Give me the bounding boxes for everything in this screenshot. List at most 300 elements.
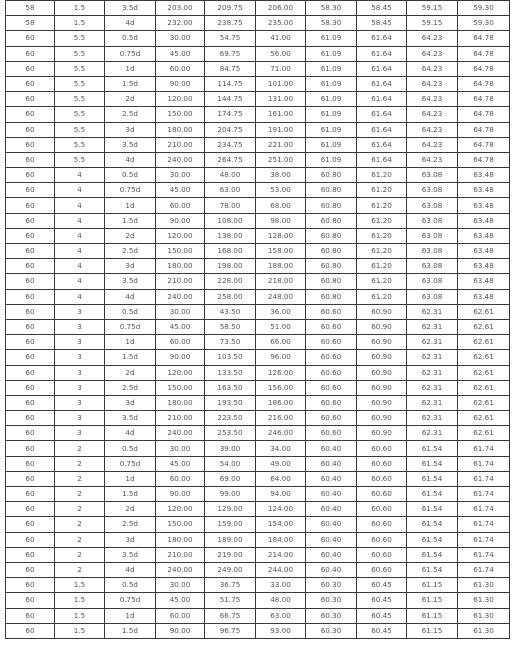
table-cell: 60.60 <box>306 350 357 365</box>
table-cell: 60.00 <box>156 335 205 350</box>
table-row <box>6 456 510 471</box>
table-cell: 1.5d <box>105 487 156 502</box>
table-cell: 90.00 <box>156 213 205 228</box>
table-row <box>6 395 510 410</box>
table-cell: 5.5 <box>55 152 105 167</box>
table-cell: 150.00 <box>156 244 205 259</box>
table-cell: 180.00 <box>156 532 205 547</box>
table-cell: 62.61 <box>458 380 510 395</box>
table-row <box>6 152 510 167</box>
table-cell: 62.61 <box>458 304 510 319</box>
table-row <box>6 31 510 46</box>
table-cell: 60.60 <box>357 456 407 471</box>
table-row <box>6 411 510 426</box>
table-cell: 60.90 <box>357 319 407 334</box>
table-cell: 64.23 <box>407 122 458 137</box>
table-cell: 61.54 <box>407 471 458 486</box>
table-cell: 99.00 <box>205 487 256 502</box>
table-cell: 60 <box>6 562 55 577</box>
table-cell: 120.00 <box>156 228 205 243</box>
table-cell: 61.64 <box>357 152 407 167</box>
table-cell: 198.00 <box>205 259 256 274</box>
table-cell: 3 <box>55 426 105 441</box>
table-cell: 3d <box>105 122 156 137</box>
table-cell: 30.00 <box>156 441 205 456</box>
table-cell: 54.75 <box>205 31 256 46</box>
table-cell: 61.54 <box>407 502 458 517</box>
table-cell: 210.00 <box>156 411 205 426</box>
table-cell: 61.20 <box>357 244 407 259</box>
table-cell: 48.00 <box>205 168 256 183</box>
table-cell: 63.00 <box>256 608 306 623</box>
table-cell: 66.00 <box>256 335 306 350</box>
table-cell: 2.5d <box>105 517 156 532</box>
table-cell: 61.15 <box>407 578 458 593</box>
table-cell: 60.40 <box>306 532 357 547</box>
table-cell: 90.00 <box>156 76 205 91</box>
table-row <box>6 92 510 107</box>
table-cell: 63.08 <box>407 244 458 259</box>
table-cell: 1d <box>105 198 156 213</box>
table-cell: 36.00 <box>256 304 306 319</box>
table-cell: 210.00 <box>156 137 205 152</box>
table-cell: 0.5d <box>105 31 156 46</box>
table-row <box>6 46 510 61</box>
table-cell: 61.20 <box>357 213 407 228</box>
table-cell: 62.61 <box>458 350 510 365</box>
table-cell: 61.74 <box>458 532 510 547</box>
table-row <box>6 426 510 441</box>
table-cell: 58.45 <box>357 16 407 31</box>
table-cell: 59.30 <box>458 1 510 16</box>
table-cell: 210.00 <box>156 274 205 289</box>
table-cell: 60.00 <box>156 61 205 76</box>
table-cell: 240.00 <box>156 152 205 167</box>
table-cell: 3d <box>105 532 156 547</box>
table-row <box>6 61 510 76</box>
table-cell: 2 <box>55 532 105 547</box>
table-cell: 133.50 <box>205 365 256 380</box>
table-cell: 258.00 <box>205 289 256 304</box>
table-cell: 60 <box>6 365 55 380</box>
table-cell: 120.00 <box>156 365 205 380</box>
table-cell: 60 <box>6 304 55 319</box>
table-cell: 114.75 <box>205 76 256 91</box>
table-cell: 219.00 <box>205 547 256 562</box>
table-cell: 51.00 <box>256 319 306 334</box>
table-cell: 60 <box>6 441 55 456</box>
table-row <box>6 274 510 289</box>
table-cell: 5.5 <box>55 122 105 137</box>
table-cell: 251.00 <box>256 152 306 167</box>
table-cell: 63.08 <box>407 228 458 243</box>
table-cell: 64.78 <box>458 61 510 76</box>
table-cell: 62.61 <box>458 365 510 380</box>
table-cell: 61.20 <box>357 228 407 243</box>
table-cell: 3.5d <box>105 137 156 152</box>
table-cell: 63.48 <box>458 244 510 259</box>
table-cell: 249.00 <box>205 562 256 577</box>
table-row <box>6 198 510 213</box>
table-cell: 60 <box>6 532 55 547</box>
table-row <box>6 183 510 198</box>
table-cell: 63.48 <box>458 274 510 289</box>
table-row <box>6 471 510 486</box>
table-cell: 60.60 <box>357 441 407 456</box>
table-cell: 69.00 <box>205 471 256 486</box>
table-cell: 61.64 <box>357 122 407 137</box>
table-cell: 63.08 <box>407 289 458 304</box>
table-cell: 193.50 <box>205 395 256 410</box>
table-cell: 61.74 <box>458 502 510 517</box>
table-cell: 3.5d <box>105 274 156 289</box>
table-cell: 150.00 <box>156 517 205 532</box>
table-cell: 203.00 <box>156 1 205 16</box>
table-cell: 62.31 <box>407 426 458 441</box>
table-cell: 60.30 <box>306 593 357 608</box>
table-cell: 240.00 <box>156 426 205 441</box>
table-cell: 64.23 <box>407 107 458 122</box>
table-cell: 1.5 <box>55 1 105 16</box>
table-cell: 60.60 <box>306 335 357 350</box>
table-cell: 60.90 <box>357 395 407 410</box>
table-cell: 2 <box>55 456 105 471</box>
table-cell: 60.60 <box>306 319 357 334</box>
table-cell: 1.5 <box>55 608 105 623</box>
table-cell: 2.5d <box>105 244 156 259</box>
table-cell: 62.61 <box>458 335 510 350</box>
table-cell: 61.09 <box>306 46 357 61</box>
table-cell: 180.00 <box>156 395 205 410</box>
table-cell: 58.50 <box>205 319 256 334</box>
table-cell: 0.5d <box>105 578 156 593</box>
table-cell: 64.78 <box>458 107 510 122</box>
table-cell: 61.74 <box>458 456 510 471</box>
table-cell: 4 <box>55 198 105 213</box>
table-cell: 2.5d <box>105 107 156 122</box>
table-cell: 61.15 <box>407 593 458 608</box>
table-cell: 78.00 <box>205 198 256 213</box>
table-cell: 60 <box>6 471 55 486</box>
table-cell: 64.23 <box>407 61 458 76</box>
table-cell: 71.00 <box>256 61 306 76</box>
table-cell: 60.40 <box>306 547 357 562</box>
table-cell: 174.75 <box>205 107 256 122</box>
table-cell: 63.48 <box>458 228 510 243</box>
table-cell: 38.00 <box>256 168 306 183</box>
table-cell: 238.75 <box>205 16 256 31</box>
table-cell: 5.5 <box>55 137 105 152</box>
table-cell: 235.00 <box>256 16 306 31</box>
table-row <box>6 137 510 152</box>
table-cell: 240.00 <box>156 289 205 304</box>
table-cell: 60.45 <box>357 608 407 623</box>
table-cell: 4 <box>55 244 105 259</box>
table-cell: 98.00 <box>256 213 306 228</box>
table-cell: 61.64 <box>357 92 407 107</box>
table-cell: 0.5d <box>105 168 156 183</box>
table-cell: 3.5d <box>105 1 156 16</box>
table-cell: 96.00 <box>256 350 306 365</box>
table-cell: 62.31 <box>407 350 458 365</box>
table-cell: 61.54 <box>407 487 458 502</box>
table-cell: 159.00 <box>205 517 256 532</box>
table-cell: 246.00 <box>256 426 306 441</box>
table-cell: 45.00 <box>156 593 205 608</box>
table-cell: 60.60 <box>306 304 357 319</box>
table-row <box>6 593 510 608</box>
table-cell: 60.60 <box>306 380 357 395</box>
table-cell: 184.00 <box>256 532 306 547</box>
table-cell: 60.60 <box>357 547 407 562</box>
table-cell: 218.00 <box>256 274 306 289</box>
table-cell: 61.09 <box>306 76 357 91</box>
table-cell: 1d <box>105 608 156 623</box>
table-cell: 60.40 <box>306 441 357 456</box>
table-cell: 61.54 <box>407 562 458 577</box>
table-cell: 1.5 <box>55 593 105 608</box>
table-cell: 138.00 <box>205 228 256 243</box>
table-cell: 228.00 <box>205 274 256 289</box>
table-cell: 63.00 <box>205 183 256 198</box>
table-cell: 60.00 <box>156 198 205 213</box>
table-row <box>6 289 510 304</box>
table-cell: 60.30 <box>306 578 357 593</box>
table-cell: 61.54 <box>407 547 458 562</box>
table-cell: 150.00 <box>156 107 205 122</box>
table-cell: 45.00 <box>156 183 205 198</box>
table-cell: 60 <box>6 183 55 198</box>
table-row <box>6 502 510 517</box>
table-cell: 58.45 <box>357 1 407 16</box>
table-cell: 163.50 <box>205 380 256 395</box>
table-cell: 128.00 <box>256 228 306 243</box>
table-row <box>6 1 510 16</box>
table-row <box>6 168 510 183</box>
table-cell: 41.00 <box>256 31 306 46</box>
table-cell: 60.80 <box>306 198 357 213</box>
table-cell: 60.45 <box>357 593 407 608</box>
table-cell: 63.48 <box>458 183 510 198</box>
table-cell: 60 <box>6 213 55 228</box>
table-cell: 59.30 <box>458 16 510 31</box>
table-cell: 62.31 <box>407 380 458 395</box>
data-table-container <box>5 0 509 639</box>
table-cell: 5.5 <box>55 31 105 46</box>
table-cell: 60 <box>6 259 55 274</box>
table-cell: 68.00 <box>256 198 306 213</box>
table-cell: 61.09 <box>306 61 357 76</box>
table-cell: 3 <box>55 350 105 365</box>
table-cell: 180.00 <box>156 122 205 137</box>
table-cell: 4d <box>105 426 156 441</box>
table-cell: 1.5 <box>55 623 105 638</box>
table-cell: 3d <box>105 395 156 410</box>
table-cell: 0.5d <box>105 441 156 456</box>
table-cell: 96.75 <box>205 623 256 638</box>
table-cell: 30.00 <box>156 31 205 46</box>
table-cell: 58 <box>6 1 55 16</box>
table-cell: 240.00 <box>156 562 205 577</box>
table-cell: 64.78 <box>458 46 510 61</box>
table-cell: 64.23 <box>407 152 458 167</box>
table-cell: 206.00 <box>256 1 306 16</box>
table-row <box>6 319 510 334</box>
table-cell: 4 <box>55 274 105 289</box>
table-cell: 60.90 <box>357 426 407 441</box>
table-cell: 62.31 <box>407 365 458 380</box>
table-cell: 61.74 <box>458 562 510 577</box>
table-cell: 2d <box>105 92 156 107</box>
table-cell: 93.00 <box>256 623 306 638</box>
table-cell: 5.5 <box>55 92 105 107</box>
table-cell: 234.75 <box>205 137 256 152</box>
table-cell: 216.00 <box>256 411 306 426</box>
table-cell: 58.30 <box>306 16 357 31</box>
table-cell: 244.00 <box>256 562 306 577</box>
table-cell: 1.5d <box>105 350 156 365</box>
table-cell: 61.64 <box>357 76 407 91</box>
table-row <box>6 228 510 243</box>
table-cell: 61.64 <box>357 46 407 61</box>
table-cell: 60.40 <box>306 456 357 471</box>
table-cell: 1d <box>105 61 156 76</box>
table-cell: 73.50 <box>205 335 256 350</box>
table-cell: 60.40 <box>306 502 357 517</box>
table-cell: 60.80 <box>306 244 357 259</box>
table-row <box>6 76 510 91</box>
table-cell: 60 <box>6 107 55 122</box>
table-cell: 63.08 <box>407 198 458 213</box>
table-cell: 33.00 <box>256 578 306 593</box>
table-cell: 5.5 <box>55 61 105 76</box>
table-cell: 60 <box>6 92 55 107</box>
table-cell: 61.64 <box>357 137 407 152</box>
table-cell: 69.75 <box>205 46 256 61</box>
table-row <box>6 578 510 593</box>
table-cell: 61.09 <box>306 152 357 167</box>
table-cell: 3 <box>55 365 105 380</box>
table-cell: 62.31 <box>407 304 458 319</box>
table-cell: 94.00 <box>256 487 306 502</box>
table-cell: 60 <box>6 168 55 183</box>
table-cell: 3d <box>105 259 156 274</box>
table-cell: 60 <box>6 487 55 502</box>
table-cell: 64.78 <box>458 122 510 137</box>
table-cell: 60 <box>6 578 55 593</box>
table-cell: 161.00 <box>256 107 306 122</box>
table-cell: 59.15 <box>407 1 458 16</box>
table-cell: 64.00 <box>256 471 306 486</box>
table-cell: 64.78 <box>458 31 510 46</box>
table-cell: 4d <box>105 152 156 167</box>
table-cell: 248.00 <box>256 289 306 304</box>
table-cell: 3 <box>55 395 105 410</box>
table-cell: 0.75d <box>105 46 156 61</box>
table-cell: 36.75 <box>205 578 256 593</box>
table-cell: 61.64 <box>357 31 407 46</box>
table-cell: 1.5d <box>105 76 156 91</box>
table-cell: 2d <box>105 228 156 243</box>
table-cell: 60.90 <box>357 380 407 395</box>
table-row <box>6 380 510 395</box>
table-cell: 60.90 <box>357 304 407 319</box>
table-cell: 61.74 <box>458 471 510 486</box>
table-cell: 61.09 <box>306 137 357 152</box>
table-row <box>6 213 510 228</box>
table-cell: 45.00 <box>156 46 205 61</box>
table-cell: 61.20 <box>357 289 407 304</box>
table-cell: 4 <box>55 259 105 274</box>
table-cell: 61.09 <box>306 107 357 122</box>
table-cell: 180.00 <box>156 259 205 274</box>
table-cell: 60.80 <box>306 274 357 289</box>
table-cell: 56.00 <box>256 46 306 61</box>
table-cell: 60.00 <box>156 608 205 623</box>
table-cell: 189.00 <box>205 532 256 547</box>
table-cell: 61.30 <box>458 593 510 608</box>
table-cell: 45.00 <box>156 456 205 471</box>
table-cell: 0.75d <box>105 319 156 334</box>
table-cell: 60 <box>6 152 55 167</box>
table-cell: 61.15 <box>407 608 458 623</box>
table-cell: 144.75 <box>205 92 256 107</box>
table-cell: 39.00 <box>205 441 256 456</box>
table-cell: 232.00 <box>156 16 205 31</box>
table-cell: 62.61 <box>458 319 510 334</box>
table-cell: 4 <box>55 289 105 304</box>
table-cell: 3.5d <box>105 547 156 562</box>
table-row <box>6 304 510 319</box>
table-cell: 61.74 <box>458 547 510 562</box>
table-cell: 30.00 <box>156 304 205 319</box>
table-cell: 48.00 <box>256 593 306 608</box>
table-cell: 2d <box>105 365 156 380</box>
table-cell: 61.54 <box>407 517 458 532</box>
table-cell: 63.08 <box>407 183 458 198</box>
table-cell: 58 <box>6 16 55 31</box>
table-cell: 63.48 <box>458 259 510 274</box>
table-cell: 64.23 <box>407 137 458 152</box>
table-cell: 4 <box>55 183 105 198</box>
table-cell: 60 <box>6 547 55 562</box>
table-row <box>6 623 510 638</box>
table-cell: 186.00 <box>256 395 306 410</box>
table-cell: 60.60 <box>357 562 407 577</box>
table-cell: 62.31 <box>407 411 458 426</box>
table-cell: 0.75d <box>105 183 156 198</box>
table-cell: 51.75 <box>205 593 256 608</box>
table-row <box>6 562 510 577</box>
table-cell: 60 <box>6 411 55 426</box>
table-cell: 60.80 <box>306 259 357 274</box>
table-cell: 90.00 <box>156 350 205 365</box>
table-row <box>6 365 510 380</box>
table-row <box>6 335 510 350</box>
table-cell: 61.30 <box>458 578 510 593</box>
table-row <box>6 487 510 502</box>
table-cell: 60.80 <box>306 183 357 198</box>
table-cell: 63.08 <box>407 259 458 274</box>
table-cell: 60 <box>6 380 55 395</box>
table-cell: 3 <box>55 411 105 426</box>
table-cell: 64.78 <box>458 152 510 167</box>
table-cell: 45.00 <box>156 319 205 334</box>
table-cell: 2 <box>55 487 105 502</box>
table-cell: 64.23 <box>407 92 458 107</box>
table-cell: 4d <box>105 562 156 577</box>
table-cell: 60.60 <box>306 395 357 410</box>
